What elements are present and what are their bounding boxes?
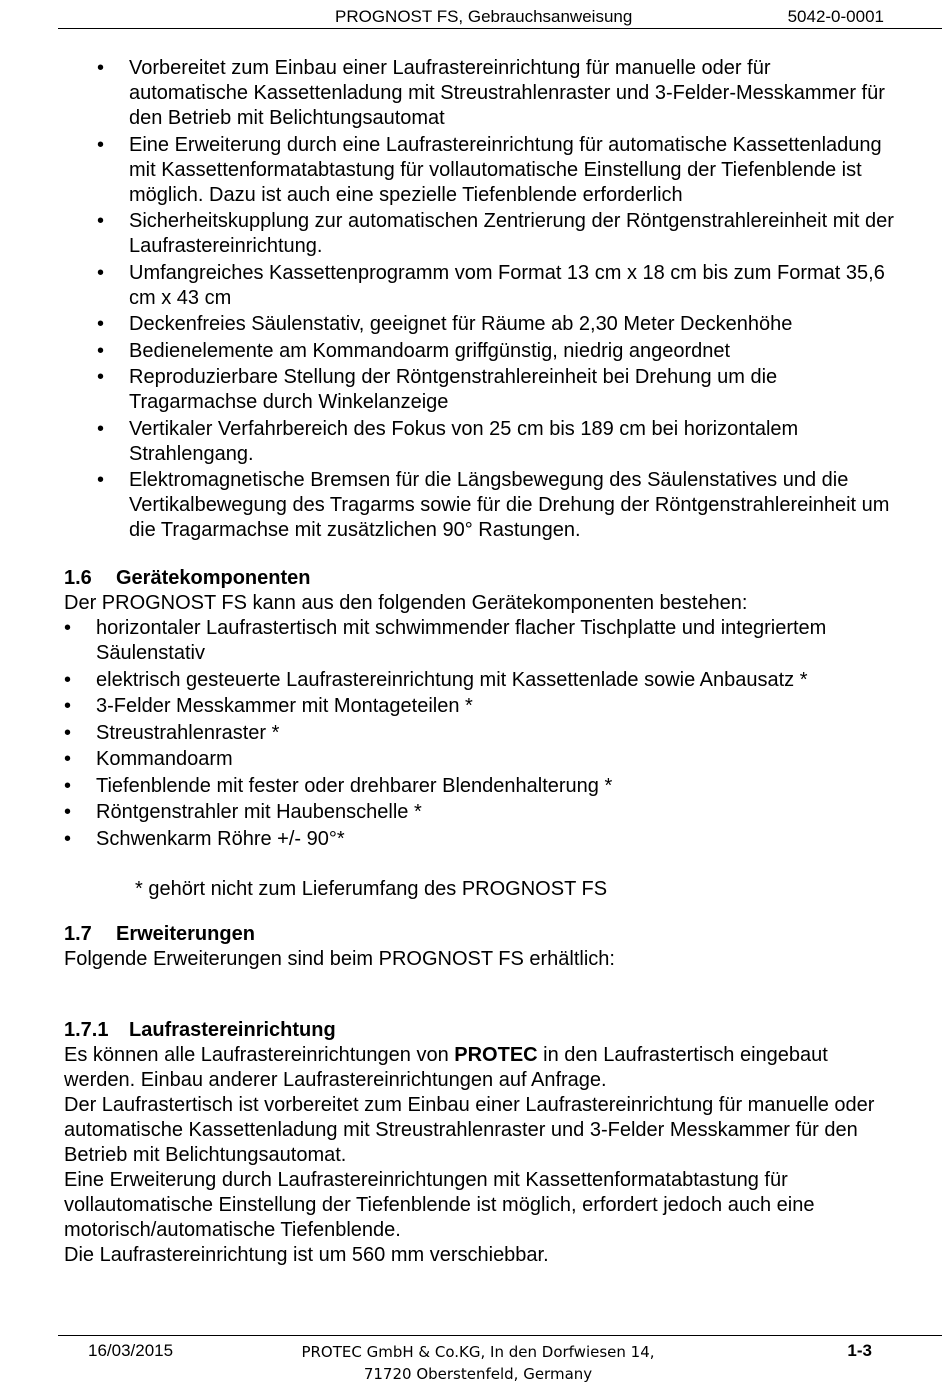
section-heading [64, 566, 894, 591]
paragraph: Die Laufrastereinrichtung ist um 560 mm verschiebbar. [64, 1243, 549, 1266]
list-item: • Reproduzierbare Stellung der Röntgenstrahlereinheit bei Drehung um die Tragarmachse durch Winkelanzeige [64, 365, 894, 415]
feature-list [64, 56, 894, 543]
section-number: 1.7.1 [64, 1018, 109, 1041]
section-intro: Folgende Erweiterungen sind beim PROGNOST FS erhältlich: [64, 947, 615, 970]
list-item: • elektrisch gesteuerte Laufrastereinrichtung mit Kassettenlade sowie Anbausatz * [64, 668, 894, 693]
brand-name: PROTEC [454, 1043, 538, 1066]
paragraph [64, 1043, 894, 1093]
footer-date: 16/03/2015 [88, 1341, 174, 1360]
section-heading [64, 922, 894, 947]
list-item: • horizontaler Laufrastertisch mit schwimmender flacher Tischplatte und integriertem Säulenstativ [64, 616, 894, 666]
list-item: • Vorbereitet zum Einbau einer Laufrastereinrichtung für manuelle oder für automatische Kassettenladung mit Streustrahlenraster und 3-Felder-Messkammer für den Betrieb mit Belichtungsautomat [64, 56, 894, 131]
section-number: 1.7 [64, 922, 92, 945]
list-item: • 3-Felder Messkammer mit Montageteilen * [64, 694, 894, 719]
list-item: • Deckenfreies Säulenstativ, geeignet für Räume ab 2,30 Meter Deckenhöhe [64, 312, 894, 337]
company-address-line: PROTEC GmbH & Co.KG, In den Dorfwiesen 14, [301, 1343, 655, 1361]
subsection-heading [64, 1018, 894, 1043]
list-item: • Eine Erweiterung durch eine Laufrastereinrichtung für automatische Kassettenladung mit Kassettenformatabtastung für vollautomatische Einstellung der Tiefenblende ist möglich. Dazu ist auch eine spezielle Tiefenblende erforderlich [64, 133, 894, 208]
footer-company [288, 1341, 668, 1385]
list-item: • Schwenkarm Röhre +/- 90°* [64, 827, 894, 852]
list-item: • Kommandoarm [64, 747, 894, 772]
page-number: 1-3 [847, 1341, 872, 1360]
section-title: Gerätekomponenten [116, 567, 311, 589]
list-item: • Elektromagnetische Bremsen für die Längsbewegung des Säulenstatives und die Vertikalbewegung des Tragarms sowie für die Drehung der Röntgenstrahlereinheit um die Tragarmachse mit zusätzlichen 90° Rastungen. [64, 468, 894, 543]
page-content [64, 56, 894, 1268]
section-number: 1.6 [64, 567, 92, 589]
list-item: • Bedienelemente am Kommandoarm griffgünstig, niedrig angeordnet [64, 339, 894, 364]
document-title: PROGNOST FS, Gebrauchsanweisung [335, 7, 633, 26]
page-footer [58, 1335, 942, 1396]
paragraph-text: Es können alle Laufrastereinrichtungen von [64, 1043, 455, 1066]
footnote: * gehört nicht zum Lieferumfang des PROGNOST FS [135, 877, 608, 900]
list-item: • Streustrahlenraster * [64, 721, 894, 746]
section-title: Laufrastereinrichtung [129, 1018, 336, 1041]
company-address-line: 71720 Oberstenfeld, Germany [363, 1365, 593, 1383]
list-item: • Umfangreiches Kassettenprogramm vom Format 13 cm x 18 cm bis zum Format 35,6 cm x 43 cm [64, 261, 894, 311]
list-item: • Tiefenblende mit fester oder drehbarer Blendenhalterung * [64, 774, 894, 799]
component-list [64, 616, 894, 852]
section-title: Erweiterungen [116, 922, 255, 945]
section-intro: Der PROGNOST FS kann aus den folgenden Gerätekomponenten bestehen: [64, 592, 748, 614]
list-item: • Vertikaler Verfahrbereich des Fokus von 25 cm bis 189 cm bei horizontalem Strahlengang. [64, 417, 894, 467]
paragraph: Der Laufrastertisch ist vorbereitet zum Einbau einer Laufrastereinrichtung für manuelle oder automatische Kassettenladung mit Streustrahlenraster und 3-Felder Messkammer für den Betrieb mit Belichtungsautomat. [64, 1093, 875, 1166]
document-number: 5042-0-0001 [787, 7, 884, 26]
paragraph: Eine Erweiterung durch Laufrastereinrichtungen mit Kassettenformatabtastung für vollautomatische Einstellung der Tiefenblende ist möglich, erfordert jedoch auch eine motorisch/automatische Tiefenblende. [64, 1168, 815, 1241]
section-1-7 [64, 922, 894, 972]
list-item: • Sicherheitskupplung zur automatischen Zentrierung der Röntgenstrahlereinheit mit der Laufrastereinrichtung. [64, 209, 894, 259]
section-1-7-1 [64, 1018, 894, 1268]
paragraph-text: in den Laufrastertisch eingebaut werden. Einbau anderer Laufrastereinrichtungen auf Anfrage. [64, 1043, 828, 1091]
list-item: • Röntgenstrahler mit Haubenschelle * [64, 800, 894, 825]
page-header [58, 6, 942, 29]
section-1-6 [64, 566, 894, 902]
